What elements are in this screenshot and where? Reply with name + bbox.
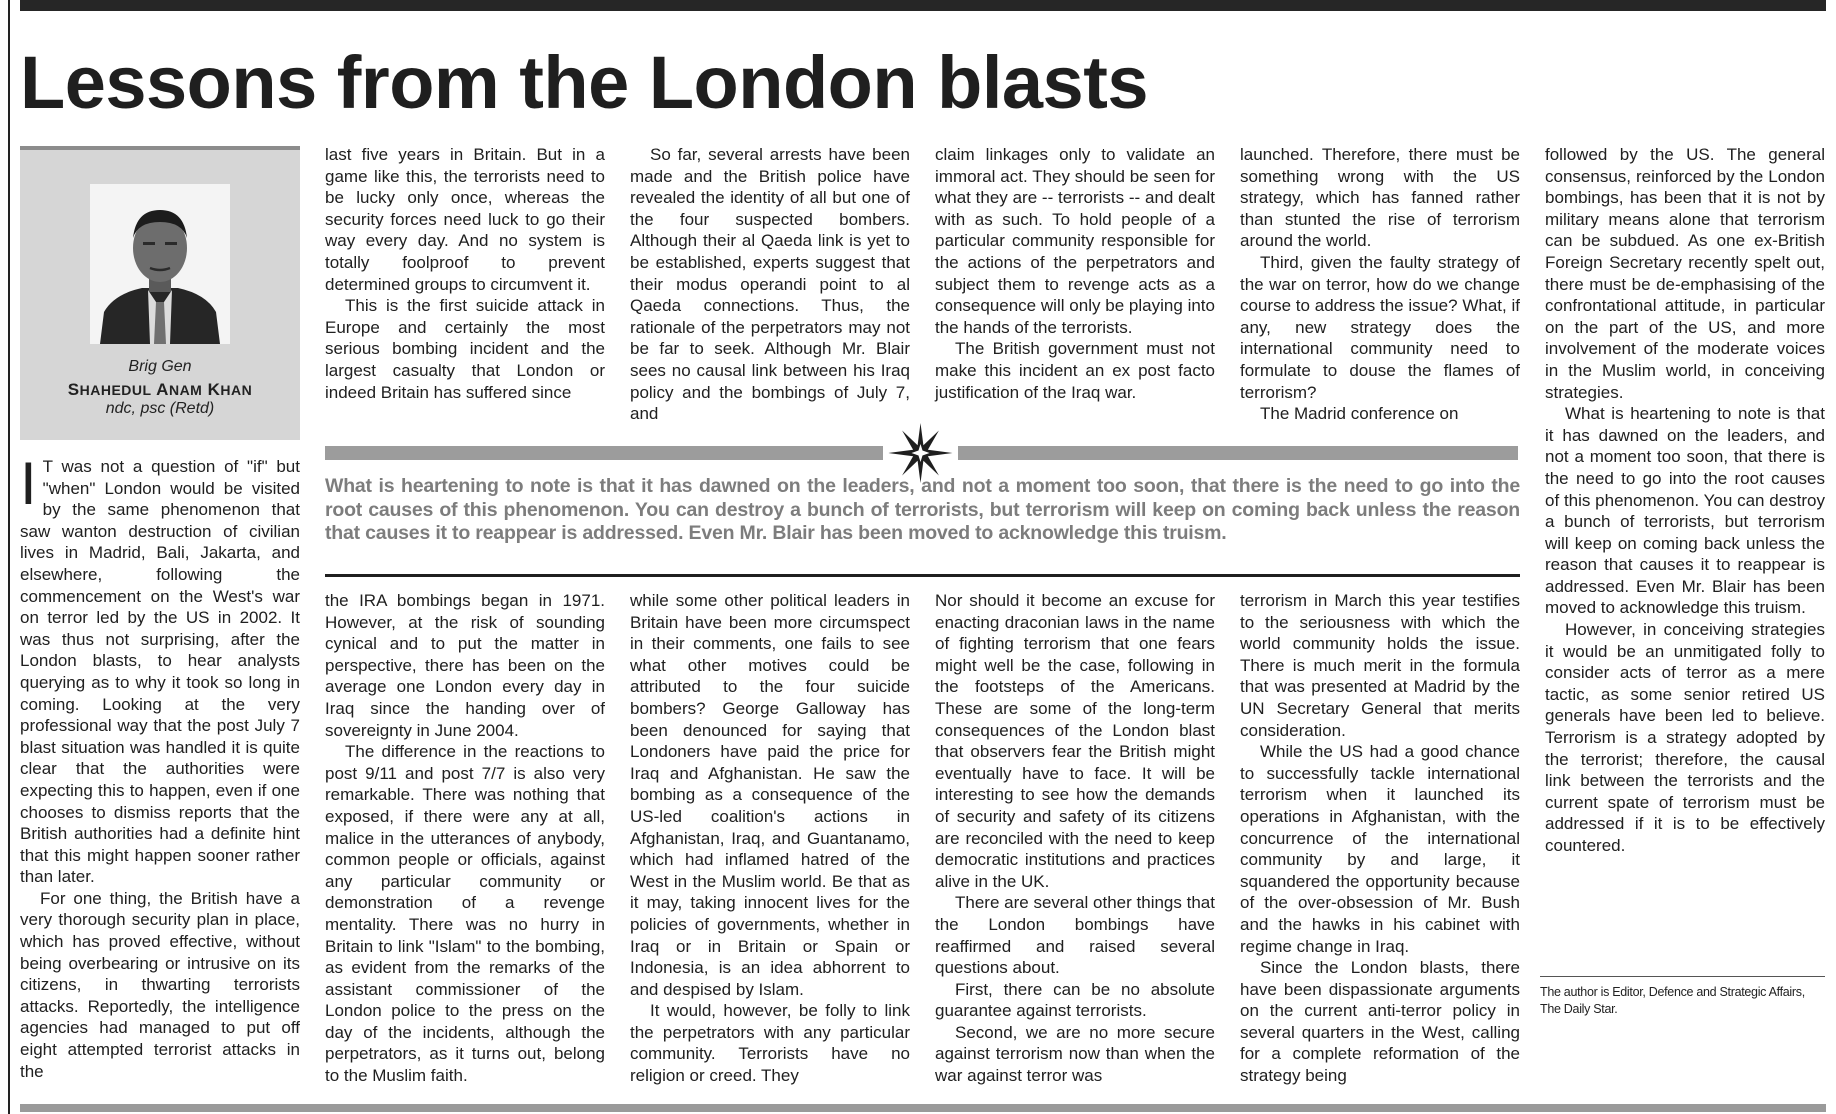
article-column-2-top: [325, 144, 605, 403]
article-paragraph: While the US had a good chance to successfully tackle international terrorism when it launched its operations in Afghanistan, with the concurrence of the international community by and large, it squandered the opportunity because of the over-obsession of Mr. Bush and the hawks in his cabinet with regime change in Iraq.: [1240, 742, 1520, 956]
byline-credentials: ndc, psc (Retd): [105, 400, 215, 417]
article-paragraph: For one thing, the British have a very thorough security plan in place, which has proved effective, without being overbearing or intrusive on its citizens, in thwarting terrorists attacks. Reportedly, the intelligence agencies had managed to put off eight attempted terrorist attacks in the: [20, 888, 300, 1081]
footnote-rule: [1540, 976, 1825, 977]
article-paragraph: followed by the US. The general consensus, reinforced by the London bombings, has been that it is not by military means alone that terrorism can be subdued. As one ex-British Foreign Secretary recently spelt out, there must be de-emphasising of the confrontational attitude, in particular on the part of the US, and more involvement of the moderate voices in the Muslim world, in conceiving strategies.: [1545, 145, 1825, 402]
article-column-2-bottom: [325, 590, 605, 1087]
byline-rank: Brig Gen: [128, 358, 192, 375]
article-column-5-bottom: [1240, 590, 1520, 1087]
article-paragraph: Third, given the faulty strategy of the war on terror, how do we change course to address the issue? What, if any, new strategy does the international community need to formulate to douse the flames of terrorism?: [1240, 252, 1520, 402]
article-paragraph: So far, several arrests have been made and the British police have revealed the identity of all but one of the four suspected bombers. Although their al Qaeda link is yet to be established, experts suggest that their modus operandi point to al Qaeda connections. Thus, the rationale of the perpetrators may not be far to seek. Although Mr. Blair sees no causal link between his Iraq policy and the bombings of July 7, and: [630, 145, 910, 424]
article-paragraph: Nor should it become an excuse for enacting draconian laws in the name of fighting terrorism that one fears might well be the case, following in the footsteps of the Americans. These are some of the long-term consequences of the London blast that observers fear the British might eventually have to face. It will be interesting to see how the demands of security and safety of its citizens are reconciled with the need to keep democratic institutions and practices alive in the UK.: [935, 591, 1215, 891]
headline: Lessons from the London blasts: [20, 41, 1148, 124]
article-paragraph: It would, however, be folly to link the perpetrators with any particular community. Terrorists have no religion or creed. They: [630, 1001, 910, 1086]
article-paragraph: What is heartening to note is that it has dawned on the leaders, and not a moment too soon, that there is the need to go into the root causes of this phenomenon. You can destroy a bunch of terrorists, but terrorism will keep on coming back unless the reason that causes it to reappear is addressed. Even Mr. Blair has been moved to acknowledge this truism.: [1545, 404, 1825, 618]
article-paragraph: The difference in the reactions to post 9/11 and post 7/7 is also very remarkable. There was nothing that exposed, if there were any at all, malice in the utterances of anybody, common people or officials, against any particular community or demonstration of a revenge mentality. There was no hurry in Britain to link "Islam" to the bombing, as evident from the remarks of the assistant commissioner of the London police to the press on the day of the incidents, although the perpetrators, as it turns out, belong to the Muslim faith.: [325, 742, 605, 1086]
article-column-3-bottom: [630, 590, 910, 1087]
article-paragraph: Second, we are no more secure against terrorism now than when the war against terror was: [935, 1022, 1215, 1086]
pullquote-bottom-rule: [325, 574, 1520, 577]
article-paragraph: First, there can be no absolute guarantee against terrorists.: [935, 979, 1215, 1021]
article-column-1: [20, 450, 300, 1082]
article-paragraph: while some other political leaders in Britain have been more circumspect in their comments, one fails to see what other motives could be attributed to the four suicide bombers? George Galloway has been denounced for saying that Londoners have paid the price for Iraq and Afghanistan. He saw the bombing as a consequence of the US-led coalition's actions in Afghanistan, Iraq, and Guantanamo, which had inflamed hatred of the West in the Muslim world. Be that as it may, taking innocent lives for the policies of governments, whether in Iraq or in Britain or Spain or Indonesia, is an idea abhorrent to and despised by Islam.: [630, 591, 910, 999]
pullquote-band-right: [958, 446, 1518, 460]
article-paragraph: There are several other things that the London bombings have reaffirmed and raised several questions about.: [935, 893, 1215, 978]
top-rule: [20, 0, 1826, 11]
author-photo: [90, 184, 230, 344]
article-paragraph: However, in conceiving strategies it would be an unmitigated folly to consider acts of terror as a mere tactic, as some senior retired US generals have been led to believe. Terrorism is a strategy adopted by the terrorist; therefore, the causal link between the terrorists and the current spate of terrorism must be addressed if it is to be effectively countered.: [1545, 620, 1825, 855]
article-paragraph: This is the first suicide attack in Europe and certainly the most serious bombing incident and the largest casualty that London or indeed Britain has suffered since: [325, 296, 605, 402]
article-paragraph: Since the London blasts, there have been dispassionate arguments on the current anti-terror policy in several quarters in the West, calling for a complete reformation of the strategy being: [1240, 958, 1520, 1086]
pullquote-band-left: [325, 446, 883, 460]
article-paragraph: terrorism in March this year testifies to the seriousness with which the world community holds the issue. There is much merit in the formula that was presented at Madrid by the UN Secretary General that merits consideration.: [1240, 591, 1520, 740]
author-footnote: The author is Editor, Defence and Strategic Affairs, The Daily Star.: [1540, 985, 1805, 1016]
article-column-6: [1545, 144, 1825, 857]
drop-cap: I: [20, 450, 37, 517]
article-paragraph: I T was not a question of "if" but "when" London would be visited by the same phenomenon that saw wanton destruction of civilian lives in Madrid, Bali, Jakarta, and elsewhere, following the commencement on the West's war on terror led by the US in 2002. It was thus not surprising, after the London blasts, to hear analysts querying as to why it took so long in coming. Looking at the very professional way that the post July 7 blast situation was handled it is quite clear that the authorities were expecting this to happen, even if one chooses to dismiss reports that the British authorities had a definite hint that this might happen sooner rather than later.: [20, 450, 300, 887]
pull-quote: What is heartening to note is that it has dawned on the leaders, and not a moment too soon, that there is the need to go into the root causes of this phenomenon. You can destroy a bunch of terrorists, but terrorism will keep on coming back unless the reason that causes it to reappear is addressed. Even Mr. Blair has been moved to acknowledge this truism.: [325, 475, 1520, 544]
article-paragraph: The British government must not make this incident an ex post facto justification of the Iraq war.: [935, 339, 1215, 402]
article-column-5-top: [1240, 144, 1520, 425]
bottom-rule: [20, 1104, 1826, 1112]
byline-box: [20, 146, 300, 440]
article-column-4-bottom: [935, 590, 1215, 1087]
page-frame-left-rule: [8, 0, 10, 1114]
article-paragraph: launched. Therefore, there must be something wrong with the US strategy, which has fanned rather than stunted the rise of terrorism around the world.: [1240, 145, 1520, 251]
article-paragraph: the IRA bombings began in 1971. However, at the risk of sounding cynical and to put the matter in perspective, there has been on the average one London every day in Iraq since the handing over of sovereignty in June 2004.: [325, 591, 605, 740]
byline-author-name: SHAHEDUL ANAM KHAN: [67, 380, 253, 399]
article-column-4-top: [935, 144, 1215, 403]
article-column-3-top: [630, 144, 910, 425]
article-paragraph: last five years in Britain. But in a game like this, the terrorists need to be lucky only once, whereas the security forces need luck to go their way every day. And no system is totally foolproof to prevent determined groups to circumvent it.: [325, 145, 605, 294]
starburst-ornament-icon: [883, 423, 958, 483]
article-paragraph: claim linkages only to validate an immoral act. They should be seen for what they are -- terrorists -- and dealt with as such. To hold people of a particular community responsible for the actions of the perpetrators and subject them to revenge acts as a consequence will only be playing into the hands of the terrorists.: [935, 145, 1215, 337]
article-paragraph: The Madrid conference on: [1260, 404, 1459, 424]
